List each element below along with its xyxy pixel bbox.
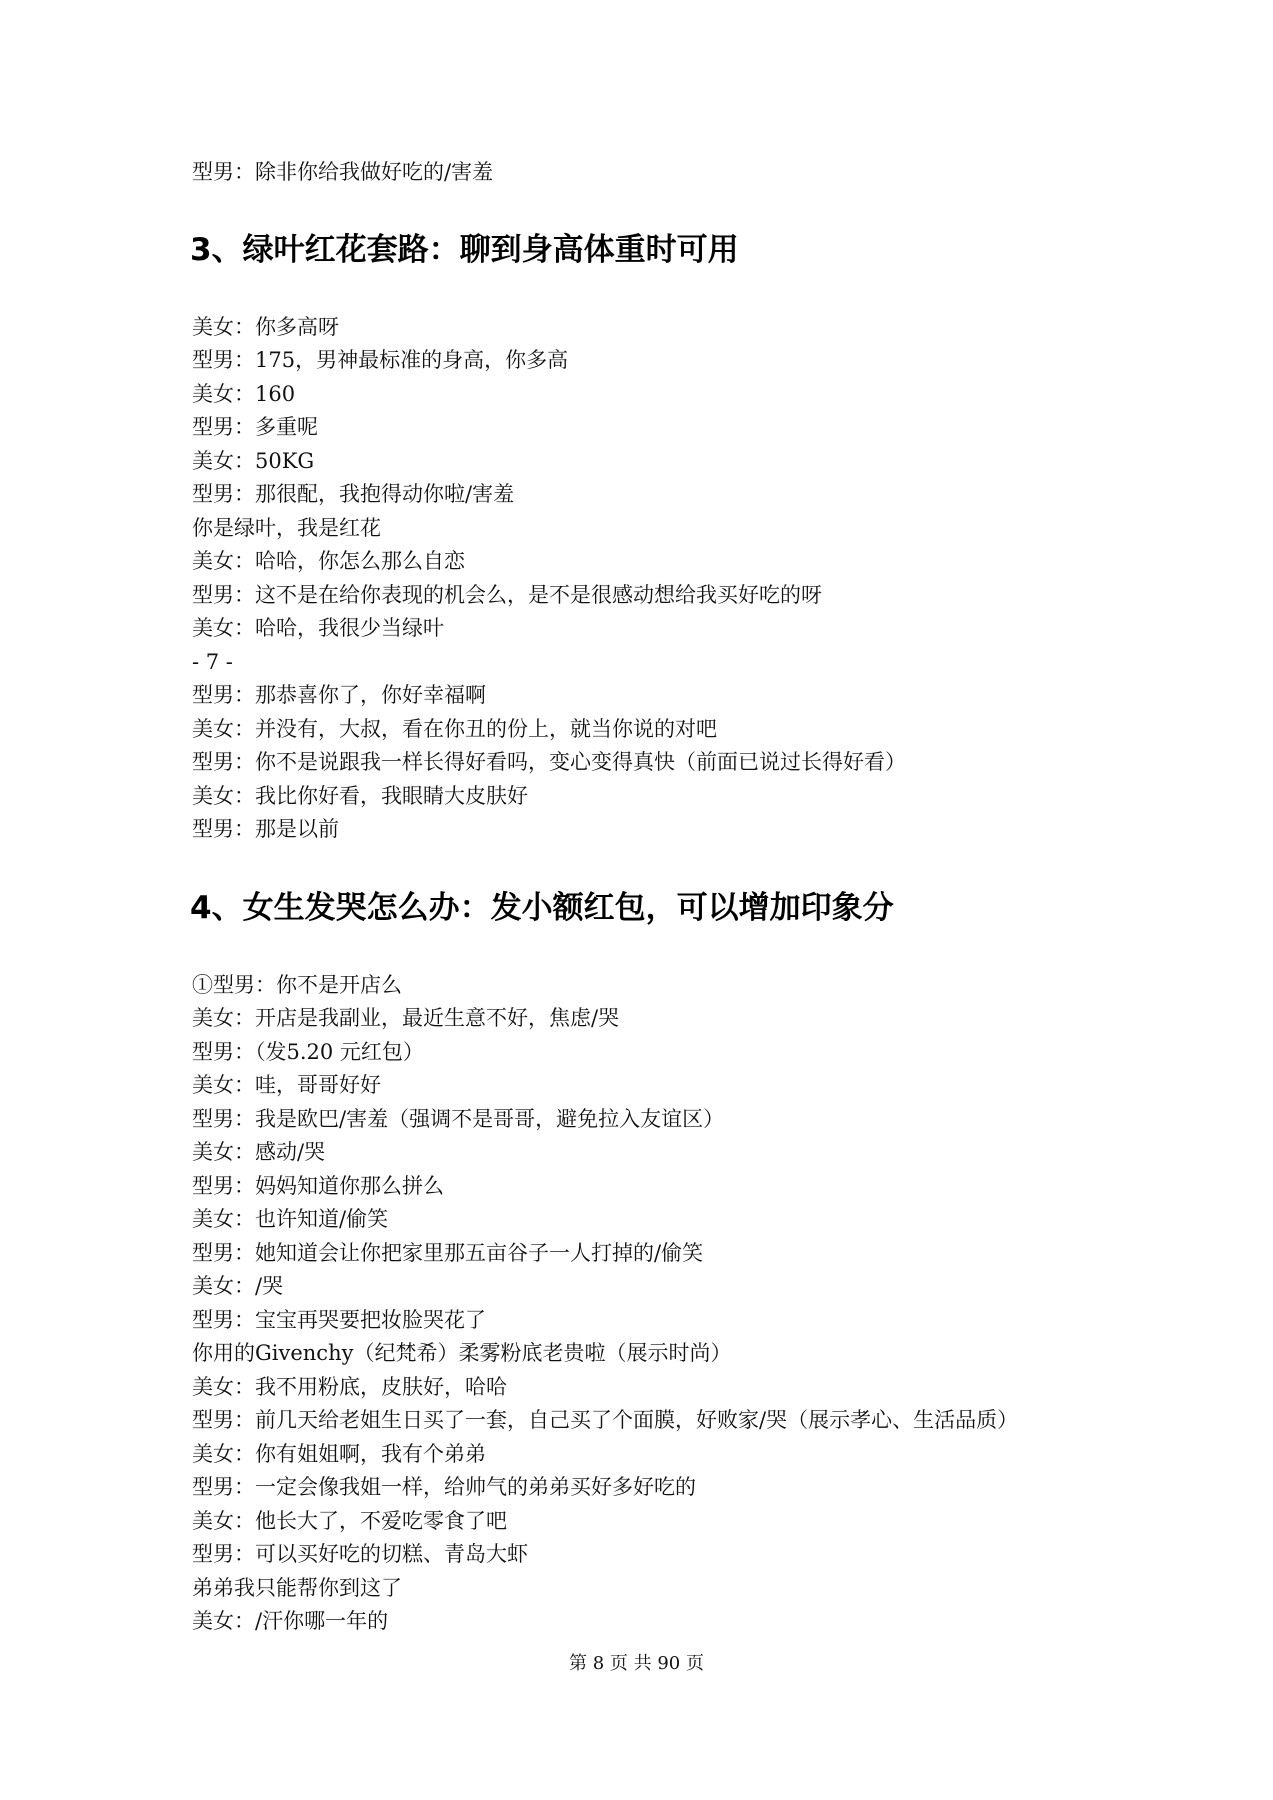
dialogue-line: 型男：多重呢 — [192, 415, 318, 439]
dialogue-line: ①型男：你不是开店么 — [192, 973, 402, 997]
inline-page-marker: - 7 - — [192, 650, 233, 674]
dialogue-line: 你用的Givenchy（纪梵希）柔雾粉底老贵啦（展示时尚） — [192, 1341, 732, 1365]
dialogue-line: 美女：你有姐姐啊，我有个弟弟 — [192, 1442, 486, 1466]
dialogue-line: 美女：我比你好看，我眼睛大皮肤好 — [192, 784, 528, 808]
dialogue-line: 型男：妈妈知道你那么拼么 — [192, 1174, 444, 1198]
dialogue-line: 弟弟我只能帮你到这了 — [192, 1576, 402, 1600]
dialogue-line: 美女：160 — [192, 382, 296, 406]
dialogue-line: 型男：那是以前 — [192, 817, 339, 841]
dialogue-line: 美女：并没有，大叔，看在你丑的份上，就当你说的对吧 — [192, 717, 717, 741]
dialogue-line: 型男：除非你给我做好吃的/害羞 — [192, 160, 494, 184]
section-heading: 3、绿叶红花套路：聊到身高体重时可用 — [190, 232, 739, 268]
dialogue-line: 型男：175，男神最标准的身高，你多高 — [192, 348, 569, 372]
dialogue-line: 美女：哈哈，你怎么那么自恋 — [192, 549, 465, 573]
dialogue-line: 美女：/哭 — [192, 1274, 284, 1298]
page-footer: 第 8 页 共 90 页 — [569, 1653, 704, 1674]
dialogue-line: 美女：也许知道/偷笑 — [192, 1207, 389, 1231]
dialogue-line: 美女：感动/哭 — [192, 1140, 326, 1164]
dialogue-line: 型男：（发5.20 元红包） — [192, 1040, 424, 1064]
dialogue-line: 型男：你不是说跟我一样长得好看吗，变心变得真快（前面已说过长得好看） — [192, 750, 906, 774]
section-heading: 4、女生发哭怎么办：发小额红包，可以增加印象分 — [190, 890, 894, 926]
dialogue-line: 型男：她知道会让你把家里那五亩谷子一人打掉的/偷笑 — [192, 1241, 704, 1265]
dialogue-line: 型男：那很配，我抱得动你啦/害羞 — [192, 482, 515, 506]
dialogue-line: 型男：一定会像我姐一样，给帅气的弟弟买好多好吃的 — [192, 1475, 696, 1499]
dialogue-line: 你是绿叶，我是红花 — [192, 516, 381, 540]
dialogue-line: 型男：宝宝再哭要把妆脸哭花了 — [192, 1308, 486, 1332]
dialogue-line: 美女：开店是我副业，最近生意不好，焦虑/哭 — [192, 1006, 620, 1030]
dialogue-line: 型男：这不是在给你表现的机会么，是不是很感动想给我买好吃的呀 — [192, 583, 822, 607]
dialogue-line: 美女：/汗你哪一年的 — [192, 1609, 389, 1633]
dialogue-line: 美女：哇，哥哥好好 — [192, 1073, 381, 1097]
dialogue-line: 型男：我是欧巴/害羞（强调不是哥哥，避免拉入友谊区） — [192, 1107, 725, 1131]
dialogue-line: 型男：那恭喜你了，你好幸福啊 — [192, 683, 486, 707]
dialogue-line: 美女：50KG — [192, 449, 315, 473]
dialogue-line: 美女：你多高呀 — [192, 315, 339, 339]
dialogue-line: 美女：他长大了，不爱吃零食了吧 — [192, 1509, 507, 1533]
dialogue-line: 型男：前几天给老姐生日买了一套，自己买了个面膜，好败家/哭（展示孝心、生活品质） — [192, 1408, 1019, 1432]
dialogue-line: 型男：可以买好吃的切糕、青岛大虾 — [192, 1542, 528, 1566]
dialogue-line: 美女：我不用粉底，皮肤好，哈哈 — [192, 1375, 507, 1399]
dialogue-line: 美女：哈哈，我很少当绿叶 — [192, 616, 444, 640]
